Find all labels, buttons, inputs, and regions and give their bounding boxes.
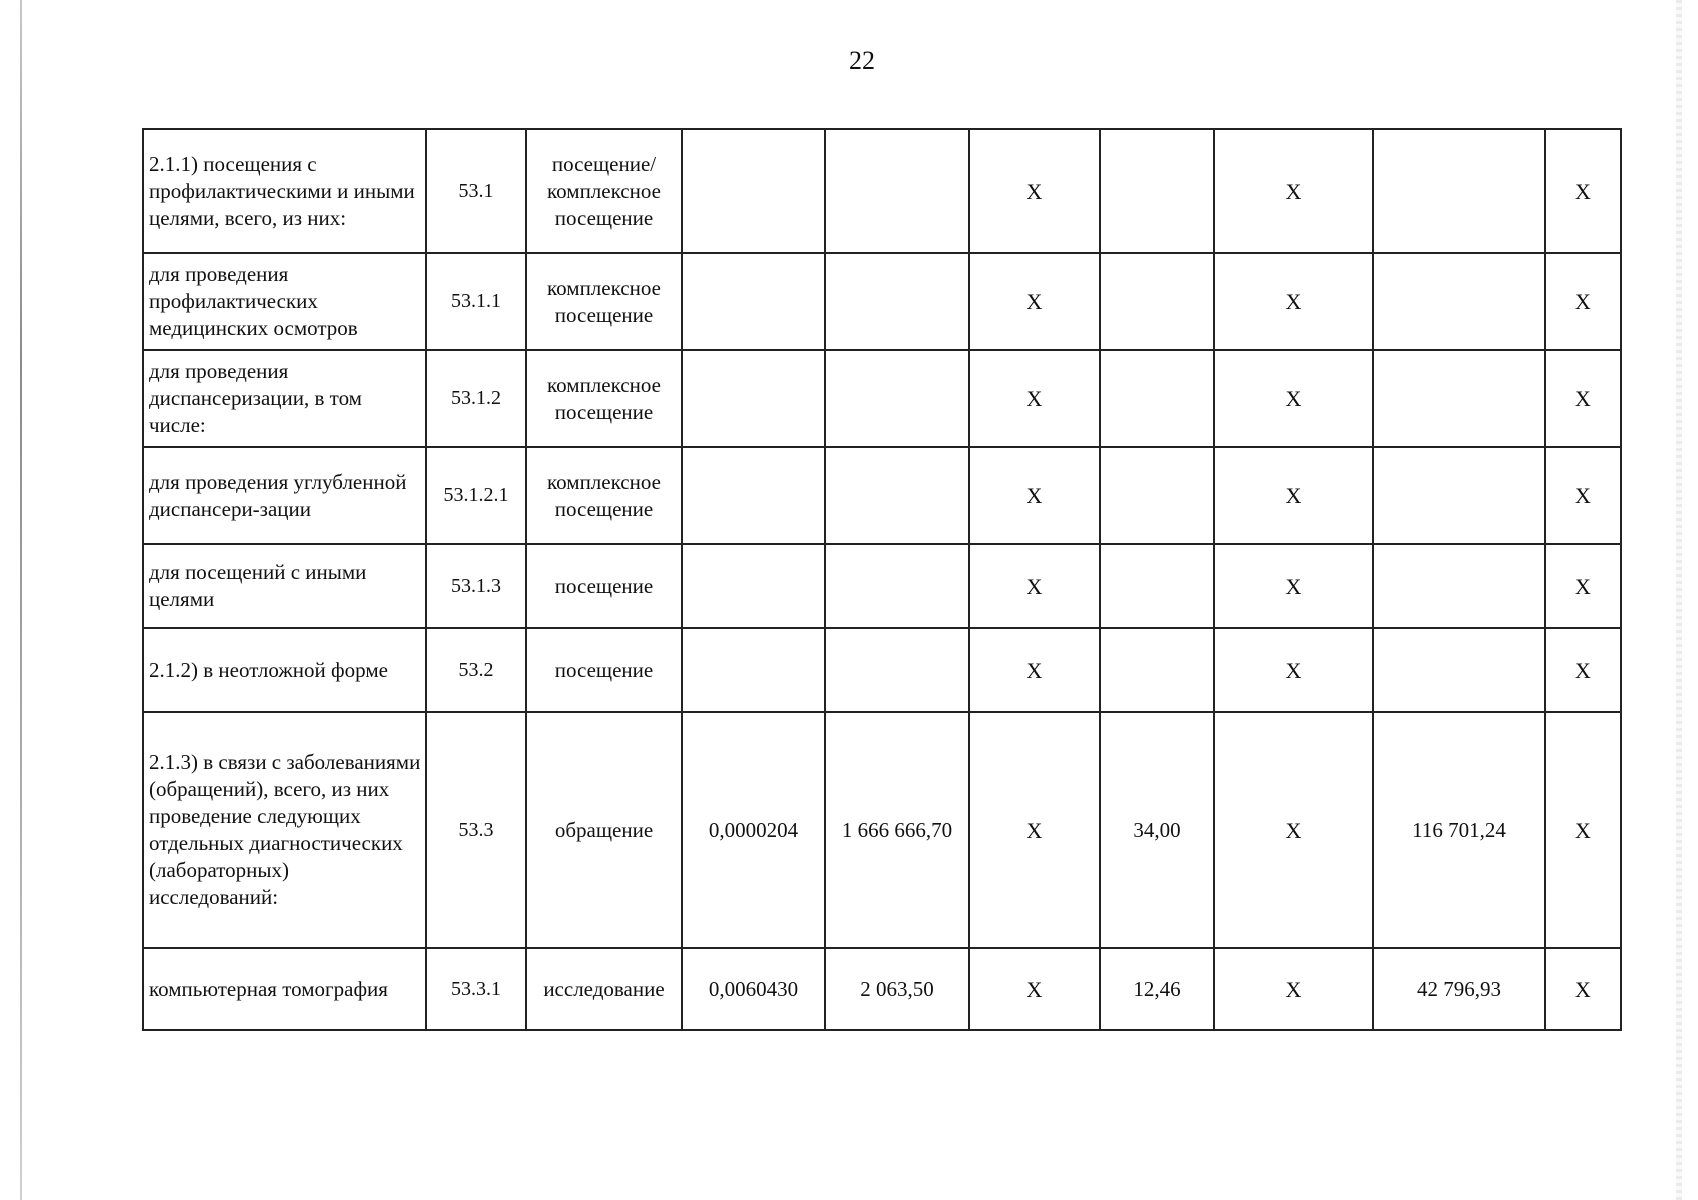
data-table	[142, 128, 1622, 1031]
page-number: 22	[849, 46, 875, 75]
row-col6: X	[969, 544, 1100, 628]
row-col9	[1373, 628, 1545, 712]
row-col6: X	[969, 948, 1100, 1030]
row-code: 53.1.1	[426, 253, 526, 350]
table-row	[143, 129, 1621, 253]
row-code: 53.1.2	[426, 350, 526, 447]
row-volume	[682, 253, 825, 350]
row-col10: X	[1545, 253, 1621, 350]
row-name: 2.1.1) посещения с профилактическими и иными целями, всего, из них:	[143, 129, 426, 253]
table-row	[143, 253, 1621, 350]
row-col9	[1373, 253, 1545, 350]
row-col7	[1100, 628, 1214, 712]
row-col7	[1100, 253, 1214, 350]
row-col8: X	[1214, 129, 1373, 253]
row-code: 53.1.3	[426, 544, 526, 628]
row-volume: 0,0060430	[682, 948, 825, 1030]
row-col8: X	[1214, 712, 1373, 948]
row-volume	[682, 544, 825, 628]
row-col6: X	[969, 253, 1100, 350]
row-col9: 42 796,93	[1373, 948, 1545, 1030]
row-col10: X	[1545, 712, 1621, 948]
row-unit: исследование	[526, 948, 682, 1030]
row-col8: X	[1214, 447, 1373, 544]
row-unit: посещение	[526, 544, 682, 628]
row-name: для проведения диспансеризации, в том числе:	[143, 350, 426, 447]
row-cost	[825, 253, 969, 350]
row-col6: X	[969, 712, 1100, 948]
row-unit: посещение	[526, 628, 682, 712]
row-volume: 0,0000204	[682, 712, 825, 948]
row-name: для проведения профилактических медицинских осмотров	[143, 253, 426, 350]
row-volume	[682, 350, 825, 447]
row-col7	[1100, 350, 1214, 447]
table-row	[143, 712, 1621, 948]
row-cost	[825, 350, 969, 447]
row-col8: X	[1214, 350, 1373, 447]
row-col6: X	[969, 350, 1100, 447]
row-col9: 116 701,24	[1373, 712, 1545, 948]
row-cost	[825, 544, 969, 628]
row-unit: посещение/ комплексное посещение	[526, 129, 682, 253]
row-col10: X	[1545, 350, 1621, 447]
row-col8: X	[1214, 948, 1373, 1030]
row-col7: 12,46	[1100, 948, 1214, 1030]
table-row	[143, 628, 1621, 712]
row-col6: X	[969, 447, 1100, 544]
table-row	[143, 948, 1621, 1030]
row-cost	[825, 628, 969, 712]
row-cost: 1 666 666,70	[825, 712, 969, 948]
row-col8: X	[1214, 544, 1373, 628]
row-col10: X	[1545, 129, 1621, 253]
row-col9	[1373, 129, 1545, 253]
row-name: 2.1.3) в связи с заболеваниями (обращений), всего, из них проведение следующих отдельных диагностических (лабораторных) исследований:	[143, 712, 426, 948]
row-col7: 34,00	[1100, 712, 1214, 948]
row-col6: X	[969, 628, 1100, 712]
row-code: 53.3.1	[426, 948, 526, 1030]
row-col7	[1100, 447, 1214, 544]
row-col9	[1373, 544, 1545, 628]
row-col7	[1100, 129, 1214, 253]
row-col10: X	[1545, 628, 1621, 712]
row-code: 53.1	[426, 129, 526, 253]
row-name: 2.1.2) в неотложной форме	[143, 628, 426, 712]
row-cost: 2 063,50	[825, 948, 969, 1030]
row-unit: комплексное посещение	[526, 350, 682, 447]
row-col10: X	[1545, 544, 1621, 628]
row-volume	[682, 129, 825, 253]
row-cost	[825, 129, 969, 253]
row-col7	[1100, 544, 1214, 628]
table-row	[143, 447, 1621, 544]
row-col9	[1373, 350, 1545, 447]
row-unit: обращение	[526, 712, 682, 948]
row-volume	[682, 628, 825, 712]
table-row	[143, 350, 1621, 447]
row-code: 53.2	[426, 628, 526, 712]
scan-edge-right	[1676, 0, 1682, 1200]
row-col8: X	[1214, 628, 1373, 712]
row-code: 53.3	[426, 712, 526, 948]
row-col8: X	[1214, 253, 1373, 350]
row-col9	[1373, 447, 1545, 544]
row-col10: X	[1545, 948, 1621, 1030]
row-unit: комплексное посещение	[526, 447, 682, 544]
row-unit: комплексное посещение	[526, 253, 682, 350]
row-code: 53.1.2.1	[426, 447, 526, 544]
row-name: для посещений с иными целями	[143, 544, 426, 628]
row-cost	[825, 447, 969, 544]
table-row	[143, 544, 1621, 628]
scan-edge-left	[20, 0, 22, 1200]
row-name: компьютерная томография	[143, 948, 426, 1030]
row-volume	[682, 447, 825, 544]
row-col10: X	[1545, 447, 1621, 544]
row-col6: X	[969, 129, 1100, 253]
row-name: для проведения углубленной диспансери-зации	[143, 447, 426, 544]
